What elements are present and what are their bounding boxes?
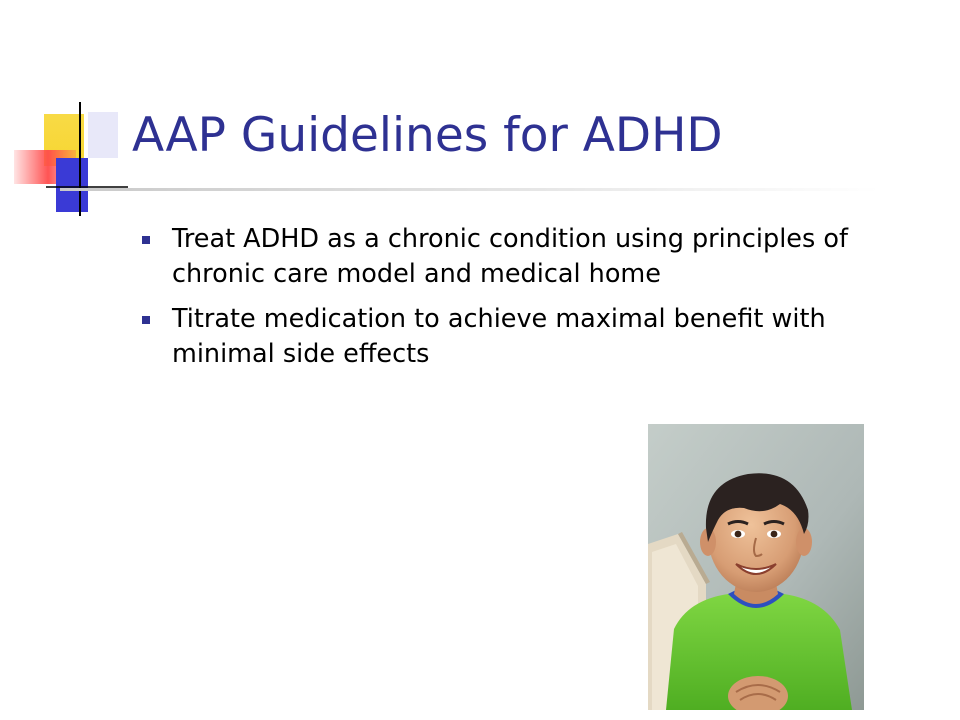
title-rule (60, 188, 880, 191)
corner-ornament-icon (0, 0, 140, 230)
bullet-item (142, 302, 932, 372)
bullet-text: Treat ADHD as a chronic condition using principles of chronic care model and medical home (172, 224, 848, 289)
bullet-text: Titrate medication to achieve maximal benefit with minimal side effects (172, 304, 826, 369)
square-bullet-icon (142, 316, 150, 324)
boy-photo (648, 424, 864, 710)
square-bullet-icon (142, 236, 150, 244)
slide-title: AAP Guidelines for ADHD (132, 108, 723, 163)
bullet-list (142, 222, 932, 382)
bullet-item (142, 222, 932, 292)
